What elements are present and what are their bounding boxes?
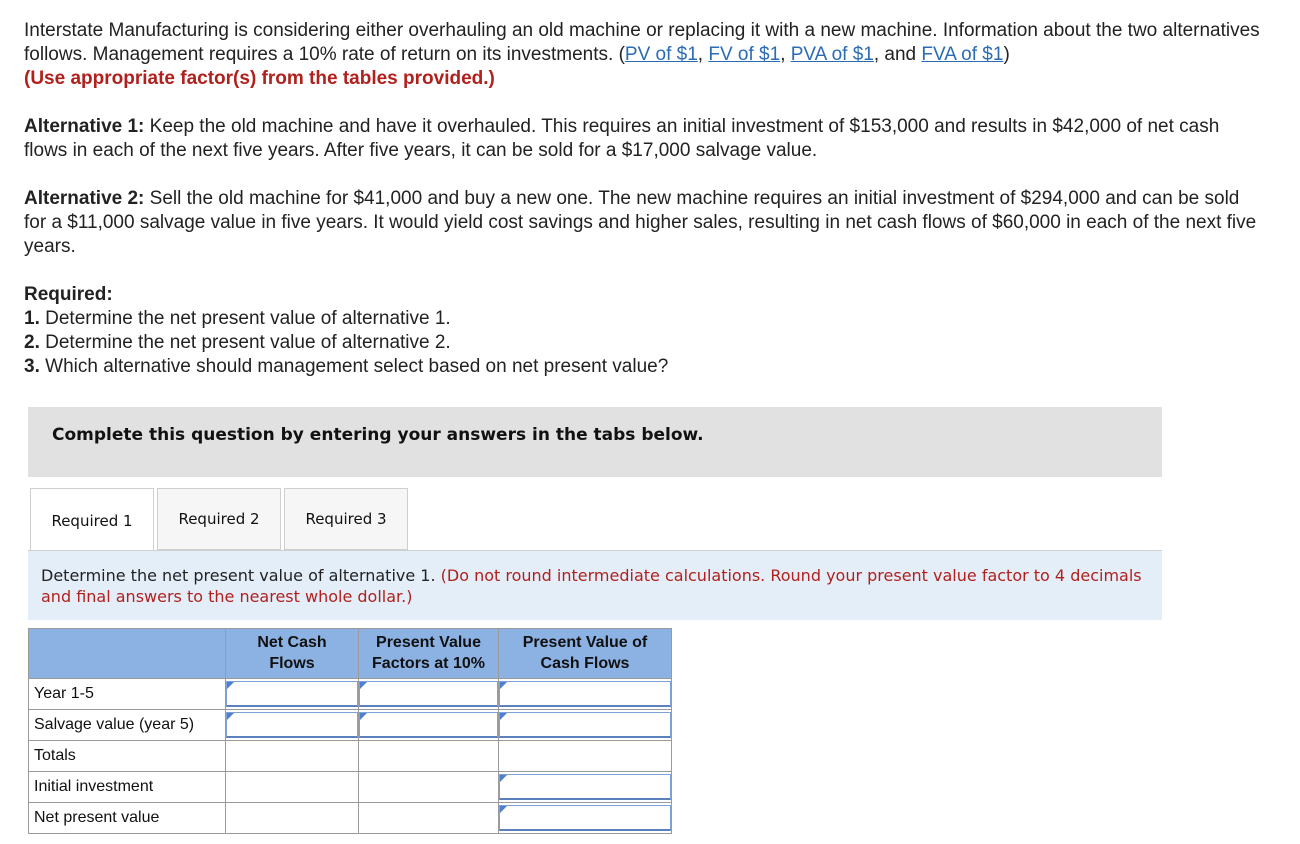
net-cash-flows-input[interactable] [226,712,358,738]
row-year-1-5 [29,679,672,710]
row-initial-investment [29,772,672,803]
required-text: Determine the net present value of alternative 1. [39,308,451,329]
pva-table-link[interactable]: PVA of $1 [790,44,874,65]
initial-investment-input[interactable] [499,774,671,800]
tab-bar [28,487,1162,550]
required-item [24,331,1264,355]
tab-required-2[interactable]: Required 2 [157,488,281,550]
row-label: Initial investment [29,772,226,803]
row-label: Salvage value (year 5) [29,710,226,741]
factor-note: (Use appropriate factor(s) from the tables provided.) [24,68,495,89]
row-totals [29,741,672,772]
instruction-text: Determine the net present value of alternative 1. [41,566,441,585]
net-cash-flows-input[interactable] [226,681,358,707]
tab-required-3[interactable]: Required 3 [284,488,408,550]
intro-paragraph [24,19,1264,91]
header-pv-cash-flows [499,629,672,679]
empty-cell [226,741,359,772]
empty-cell [359,772,499,803]
separator: , [697,44,709,65]
alternative-1-text: Keep the old machine and have it overhauled. This requires an initial investment of $153,000 and results in $42,000 of net cash flows in each of the next five years. After five years, it can be sold for a $17,000 salvage value. [24,116,1220,161]
banner-text: Complete this question by entering your answers in the tabs below. [52,425,704,445]
required-text: Determine the net present value of alternative 2. [39,332,451,353]
separator: , [780,44,791,65]
required-section [24,283,1264,379]
alternative-1-label: Alternative 1: [24,116,145,137]
empty-cell [226,772,359,803]
pv-cash-flows-input[interactable] [499,681,671,707]
separator: , and [873,44,922,65]
required-num: 3. [24,356,40,377]
tab-instruction [28,551,1162,620]
row-salvage-value [29,710,672,741]
row-net-present-value [29,803,672,834]
required-item [24,307,1264,331]
alternative-2-label: Alternative 2: [24,188,145,209]
header-net-cash-flows [226,629,359,679]
instruction-banner [28,407,1162,477]
pv-factor-input[interactable] [359,712,498,738]
pv-cash-flows-input[interactable] [499,712,671,738]
alternative-1 [24,115,1264,163]
header-line: Flows [269,655,315,672]
header-line: Present Value of [522,634,648,651]
header-pv-factors [359,629,499,679]
empty-cell [359,803,499,834]
fva-table-link[interactable]: FVA of $1 [921,44,1004,65]
header-line: Cash Flows [540,655,630,672]
intro-text: Interstate Manufacturing is considering either overhauling an old machine or replacing it with a new machine. Information about the two alternatives follows. Management requires a 10% rate of return on its investments. ( [24,20,1260,65]
alternative-2-text: Sell the old machine for $41,000 and buy a new one. The new machine requires an initial investment of $294,000 and can be sold for a $11,000 salvage value in five years. It would yield cost savings and higher sales, resulting in net cash flows of $60,000 in each of the next five years. [24,188,1257,257]
net-present-value-input[interactable] [499,805,671,831]
row-label: Year 1-5 [29,679,226,710]
header-line: Factors at 10% [372,655,485,672]
header-blank [29,629,226,679]
required-title: Required: [24,284,113,305]
required-item [24,355,1264,379]
pv-table-link[interactable]: PV of $1 [624,44,698,65]
required-num: 1. [24,308,40,329]
separator: ) [1003,44,1010,65]
header-line: Net Cash [257,634,327,651]
tab-required-1[interactable]: Required 1 [30,488,154,552]
empty-cell [226,803,359,834]
empty-cell [359,741,499,772]
instruction-note: (Do not round intermediate calculations. Round your present value factor to 4 decimals and final answers to the nearest whole dollar.) [41,566,1142,606]
required-num: 2. [24,332,40,353]
alternative-2 [24,187,1264,259]
row-label: Totals [29,741,226,772]
required-text: Which alternative should management select based on net present value? [39,356,669,377]
pv-factor-input[interactable] [359,681,498,707]
npv-worksheet [28,628,672,834]
row-label: Net present value [29,803,226,834]
header-line: Present Value [376,634,481,651]
empty-cell [499,741,672,772]
fv-table-link[interactable]: FV of $1 [708,44,781,65]
